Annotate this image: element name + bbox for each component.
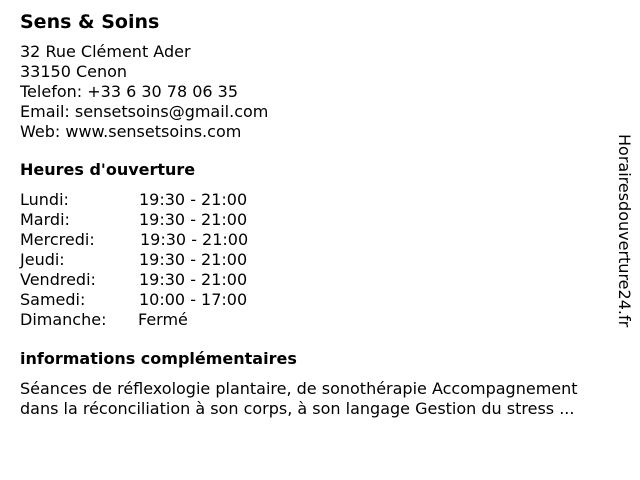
hours-row-saturday	[20, 290, 620, 310]
hours-time-value: 19:30 - 21:00	[139, 190, 248, 209]
business-name: Sens & Soins	[20, 11, 160, 33]
web-line: Web: www.sensetsoins.com	[20, 122, 242, 141]
hours-row-wednesday	[20, 230, 620, 250]
hours-day-label: Samedi:	[20, 290, 86, 309]
hours-row-thursday	[20, 250, 620, 270]
address-city: 33150 Cenon	[20, 62, 128, 81]
hours-row-sunday	[20, 310, 620, 330]
hours-day-label: Dimanche:	[20, 310, 107, 329]
info-text-line: Séances de réflexologie plantaire, de sonothérapie Accompagnement	[20, 379, 578, 398]
info-heading: informations complémentaires	[20, 349, 297, 368]
hours-time-value: 19:30 - 21:00	[139, 270, 248, 289]
hours-time-value: Fermé	[138, 310, 188, 329]
address-street: 32 Rue Clément Ader	[20, 42, 191, 61]
hours-time-value: 19:30 - 21:00	[139, 250, 248, 269]
hours-row-tuesday	[20, 210, 620, 230]
hours-day-label: Mardi:	[20, 210, 70, 229]
hours-heading: Heures d'ouverture	[20, 160, 196, 179]
hours-row-friday	[20, 270, 620, 290]
hours-time-value: 19:30 - 21:00	[140, 230, 249, 249]
hours-day-label: Lundi:	[20, 190, 69, 209]
hours-row-monday	[20, 190, 620, 210]
hours-day-label: Jeudi:	[20, 250, 65, 269]
hours-table	[20, 190, 620, 330]
email-line: Email: sensetsoins@gmail.com	[20, 102, 269, 121]
hours-day-label: Vendredi:	[20, 270, 96, 289]
info-text-line: dans la réconciliation à son corps, à son langage Gestion du stress ...	[20, 399, 575, 418]
hours-day-label: Mercredi:	[20, 230, 95, 249]
hours-time-value: 19:30 - 21:00	[139, 210, 248, 229]
site-watermark: Horairesdouverture24.fr	[615, 134, 634, 328]
phone-line: Telefon: +33 6 30 78 06 35	[20, 82, 239, 101]
hours-time-value: 10:00 - 17:00	[139, 290, 248, 309]
business-card	[20, 10, 620, 419]
